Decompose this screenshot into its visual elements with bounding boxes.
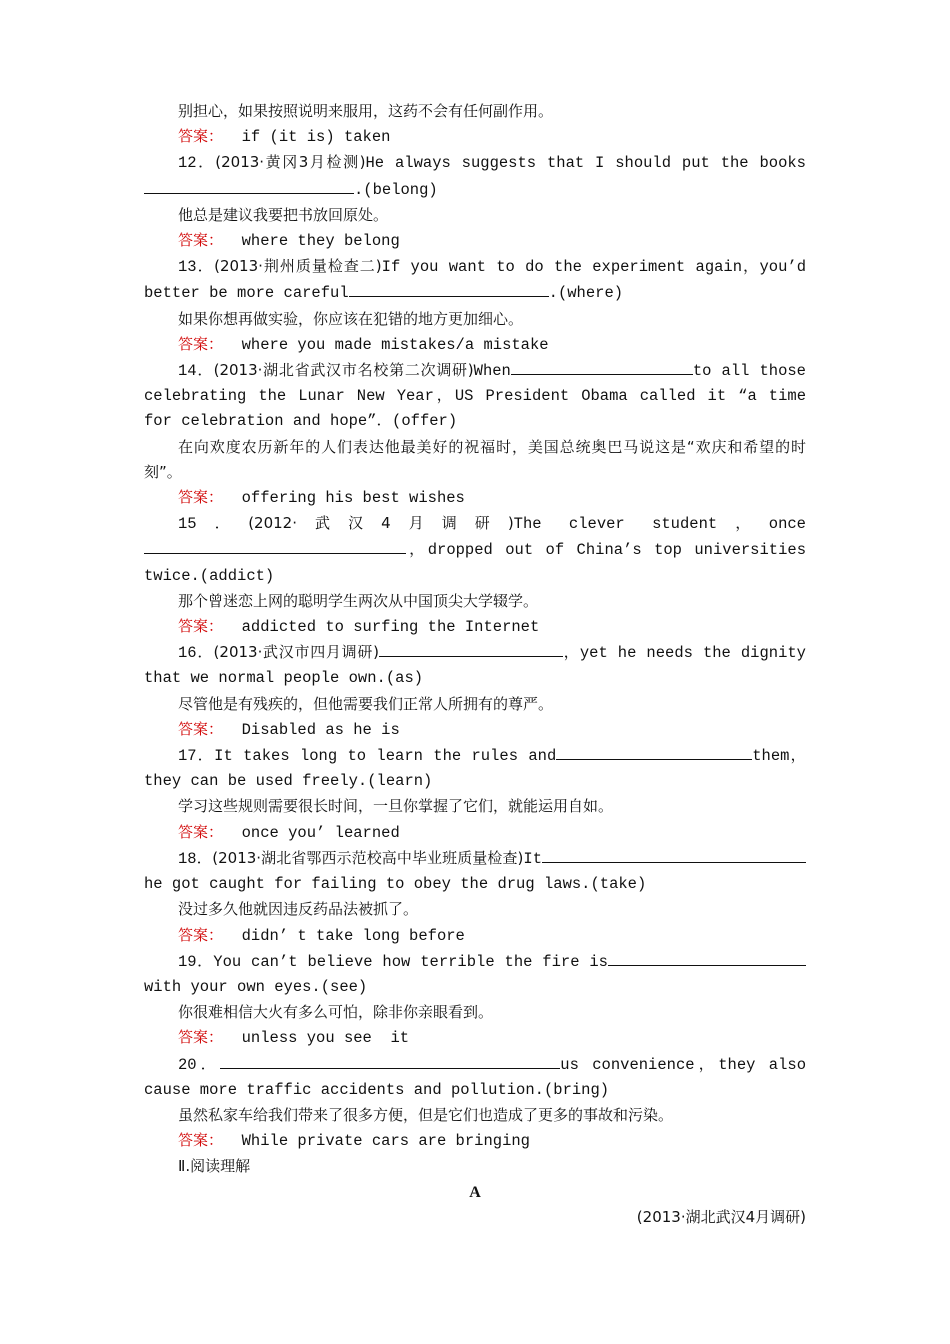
- answer-label: 答案：: [178, 231, 224, 250]
- q16-answer: [144, 717, 806, 743]
- answer-blank[interactable]: [349, 280, 549, 297]
- answer-label: 答案：: [178, 127, 224, 146]
- answer-label: 答案：: [178, 1131, 224, 1150]
- question-source: (2013·湖北省武汉市名校第二次调研): [213, 361, 474, 380]
- answer-blank[interactable]: [608, 949, 806, 966]
- q18-answer: [144, 923, 806, 949]
- question-source: (2013·黄冈3月检测): [215, 153, 366, 172]
- question-text: The clever student，once: [513, 515, 806, 534]
- answer-label: 答案：: [178, 1028, 224, 1047]
- question-17: [144, 743, 806, 794]
- question-source: (2013·武汉市四月调研): [213, 643, 379, 662]
- question-number: 12．: [178, 154, 216, 173]
- question-number: 18．: [178, 849, 213, 868]
- question-hint: with your own eyes.(see): [144, 977, 368, 996]
- question-18: [144, 846, 806, 897]
- q12-translation: 他总是建议我要把书放回原处。: [178, 205, 389, 224]
- question-hint: ，dropped out of China’s top universities twice.(addict): [144, 541, 806, 585]
- q17-translation: 学习这些规则需要很长时间，一旦你掌握了它们，就能运用自如。: [178, 797, 614, 816]
- question-16: [144, 640, 806, 691]
- q18-translation: 没过多久他就因违反药品法被抓了。: [178, 900, 419, 919]
- q15-translation: 那个曾迷恋上网的聪明学生两次从中国顶尖大学辍学。: [178, 591, 539, 610]
- question-number: 14．: [178, 362, 214, 381]
- q14-answer: [144, 485, 806, 511]
- q16-translation: 尽管他是有残疾的，但他需要我们正常人所拥有的尊严。: [178, 694, 554, 713]
- question-number: 16．: [178, 644, 214, 663]
- answer-blank[interactable]: [379, 640, 563, 657]
- part-letter: A: [469, 1183, 481, 1201]
- answer-text: where you made mistakes/a mistake: [241, 335, 549, 354]
- question-14: [144, 358, 806, 435]
- answer-text: once you’ learned: [241, 823, 400, 842]
- question-15: [144, 511, 806, 589]
- answer-blank[interactable]: [144, 177, 354, 194]
- answer-text: where they belong: [241, 232, 400, 251]
- question-hint: them，they can be used freely.(learn): [144, 747, 806, 791]
- q20-answer: [144, 1128, 806, 1154]
- question-number: 15．: [178, 515, 249, 534]
- question-text: He always suggests that I should put the books: [365, 154, 806, 173]
- q11-answer: [144, 124, 806, 150]
- question-text: It: [523, 849, 542, 868]
- question-hint: to all those celebrating the Lunar New Year，US President Obama called it “a time for celebration and hope”．(offer): [144, 362, 806, 431]
- q11-translation: 别担心，如果按照说明来服用，这药不会有任何副作用。: [178, 102, 554, 120]
- question-source: (2012·武汉4月调研): [248, 514, 514, 533]
- worksheet-page: [144, 99, 806, 1230]
- q17-answer: [144, 820, 806, 846]
- section-title: Ⅱ.阅读理解: [178, 1157, 251, 1176]
- answer-text: offering his best wishes: [241, 489, 465, 508]
- question-12: [144, 150, 806, 202]
- answer-label: 答案：: [178, 334, 224, 353]
- answer-text: Disabled as he is: [241, 720, 400, 739]
- question-20: [144, 1052, 806, 1103]
- answer-text: addicted to surfing the Internet: [241, 618, 540, 637]
- question-hint: .(belong): [354, 180, 438, 199]
- q20-translation: 虽然私家车给我们带来了很多方便，但是它们也造成了更多的事故和污染。: [178, 1105, 674, 1124]
- question-text: You can’t believe how terrible the fire is: [213, 952, 608, 971]
- answer-label: 答案：: [178, 617, 224, 636]
- question-19: [144, 949, 806, 1000]
- answer-label: 答案：: [178, 925, 224, 944]
- answer-text: if (it is) taken: [241, 128, 391, 147]
- answer-text: While private cars are bringing: [241, 1132, 530, 1151]
- question-number: 17．: [178, 747, 215, 766]
- answer-blank[interactable]: [144, 537, 406, 554]
- question-hint: .(where): [548, 284, 624, 303]
- question-13: [144, 254, 806, 306]
- q19-translation: 你很难相信大火有多么可怕，除非你亲眼看到。: [178, 1003, 494, 1022]
- q15-answer: [144, 614, 806, 640]
- answer-blank[interactable]: [220, 1052, 560, 1069]
- answer-blank[interactable]: [542, 846, 806, 863]
- answer-label: 答案：: [178, 719, 224, 738]
- q13-answer: [144, 332, 806, 358]
- question-text: If you want to do the experiment again，you’d better be more careful: [144, 258, 807, 303]
- q13-translation: 如果你想再做实验，你应该在犯错的地方更加细心。: [178, 309, 524, 328]
- question-text: It takes long to learn the rules and: [214, 747, 557, 766]
- q12-answer: [144, 228, 806, 254]
- answer-label: 答案：: [178, 488, 224, 507]
- question-number: 19．: [178, 952, 214, 971]
- question-hint: he got caught for failing to obey the drug laws.(take): [144, 875, 647, 894]
- question-source: (2013·荆州质量检查二): [214, 257, 382, 276]
- question-number: 13．: [178, 258, 215, 277]
- question-hint: us convenience，they also cause more traffic accidents and pollution.(bring): [144, 1055, 807, 1099]
- answer-label: 答案：: [178, 822, 224, 841]
- answer-blank[interactable]: [511, 358, 693, 375]
- question-hint: ，yet he needs the dignity that we normal people own.(as): [144, 644, 806, 688]
- q19-answer: [144, 1025, 806, 1051]
- q14-translation: 在向欢度农历新年的人们表达他最美好的祝福时，美国总统奥巴马说这是“欢庆和希望的时刻”。: [144, 437, 806, 481]
- question-text: When: [473, 362, 511, 381]
- answer-blank[interactable]: [556, 743, 752, 760]
- source-note: (2013·湖北武汉4月调研): [636, 1207, 806, 1226]
- question-number: 20．: [178, 1055, 221, 1074]
- question-source: (2013·湖北省鄂西示范校高中毕业班质量检查): [212, 848, 524, 867]
- answer-text: didn’ t take long before: [241, 926, 465, 945]
- answer-text: unless you see it: [241, 1029, 410, 1048]
